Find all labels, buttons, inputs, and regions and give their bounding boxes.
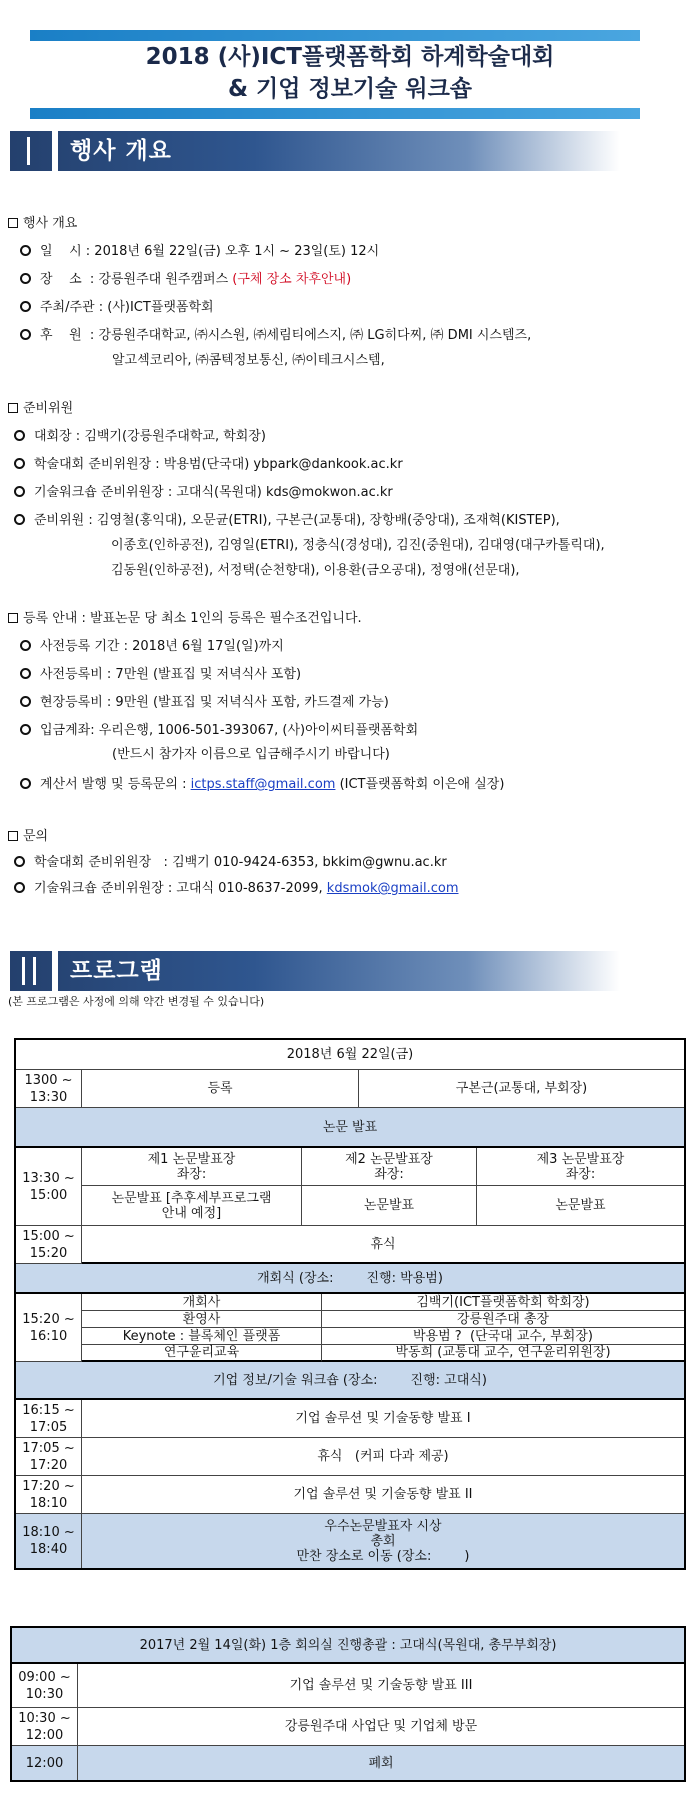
contact-heading: 문의 bbox=[8, 828, 48, 846]
circle-bullet-icon bbox=[20, 273, 31, 284]
opening-item: 환영사 bbox=[82, 1311, 322, 1328]
contact-email-link[interactable]: kdsmok@gmail.com bbox=[326, 881, 459, 896]
day2-program-table bbox=[10, 1626, 686, 1782]
section-bar-program bbox=[10, 951, 620, 991]
opening-person: 박동희 (교통대 교수, 연구윤리위원장) bbox=[322, 1345, 684, 1362]
time-cell: 09:00 ~ 10:30 bbox=[12, 1664, 78, 1708]
registration-account: 입금계좌: 우리은행, 1006-501-393067, (사)아이씨티플랫폼학회 bbox=[20, 722, 418, 740]
opening-item: 연구윤리교육 bbox=[82, 1345, 322, 1362]
section-title-overview: 행사 개요 bbox=[70, 138, 172, 164]
registration-cell: 등록 bbox=[82, 1070, 359, 1108]
opening-ceremony-header: 개회식 (장소: 진행: 박용범) bbox=[16, 1264, 684, 1294]
closing-cell: 폐회 bbox=[78, 1746, 684, 1780]
section-bar-overview bbox=[10, 131, 620, 171]
circle-bullet-icon bbox=[14, 856, 25, 867]
page-title-line1: 2018 (사)ICT플랫폼학회 하계학술대회 bbox=[145, 44, 555, 70]
committee-conf-chair: 학술대회 준비위원장 : 박용범(단국대) ybpark@dankook.ac.kr bbox=[14, 456, 403, 474]
time-cell: 18:10 ~ 18:40 bbox=[16, 1514, 82, 1568]
opening-item: Keynote : 블록체인 플랫폼 bbox=[82, 1328, 322, 1345]
opening-person: 강릉원주대 총장 bbox=[322, 1311, 684, 1328]
time-cell: 12:00 bbox=[12, 1746, 78, 1780]
paper-session-header: 논문 발표 bbox=[16, 1108, 684, 1148]
site-visit-cell: 강릉원주대 사업단 및 기업체 방문 bbox=[78, 1708, 684, 1746]
registration-person-cell: 구본근(교통대, 부회장) bbox=[359, 1070, 684, 1108]
time-cell: 15:20 ~ 16:10 bbox=[16, 1294, 82, 1362]
circle-bullet-icon bbox=[14, 486, 25, 497]
circle-bullet-icon bbox=[14, 514, 25, 525]
overview-host: 주최/주관 : (사)ICT플랫폼학회 bbox=[20, 299, 214, 317]
registration-heading: 등록 안내 : 발표논문 당 최소 1인의 등록은 필수조건입니다. bbox=[8, 610, 362, 628]
break-cell: 휴식 bbox=[82, 1226, 684, 1264]
registration-onsite-fee: 현장등록비 : 9만원 (발표집 및 저녁식사 포함, 카드결제 가능) bbox=[20, 694, 389, 712]
room2-cell: 제2 논문발표장 좌장: bbox=[302, 1148, 477, 1186]
circle-bullet-icon bbox=[14, 430, 25, 441]
committee-chair: 대회장 : 김백기(강릉원주대학교, 학회장) bbox=[14, 428, 266, 446]
committee-ws-chair: 기술워크숍 준비위원장 : 고대식(목원대) kds@mokwon.ac.kr bbox=[14, 484, 393, 502]
workshop-session-2: 기업 솔루션 및 기술동향 발표 II bbox=[82, 1476, 684, 1514]
program-note: (본 프로그램은 사정에 의해 약간 변경될 수 있습니다) bbox=[8, 995, 265, 1008]
committee-members-line3: 김동원(인하공전), 서정택(순천향대), 이용환(금오공대), 정영애(선문대), bbox=[111, 563, 520, 578]
registration-invoice: 계산서 발행 및 등록문의 : ictps.staff@gmail.com (ICT플랫폼학회 이은애 실장) bbox=[20, 776, 504, 794]
room3-cell: 제3 논문발표장 좌장: bbox=[477, 1148, 684, 1186]
overview-heading: 행사 개요 bbox=[8, 215, 77, 233]
presentation-cell-1: 논문발표 [추후세부프로그램 안내 예정] bbox=[82, 1186, 302, 1226]
page-title-line2: & 기업 정보기술 워크숍 bbox=[227, 76, 473, 102]
circle-bullet-icon bbox=[20, 696, 31, 707]
checkbox-square-icon bbox=[8, 403, 18, 413]
circle-bullet-icon bbox=[20, 245, 31, 256]
workshop-session-3: 기업 솔루션 및 기술동향 발표 III bbox=[78, 1664, 684, 1708]
time-cell: 17:05 ~ 17:20 bbox=[16, 1438, 82, 1476]
circle-bullet-icon bbox=[14, 882, 25, 893]
opening-item: 개회사 bbox=[82, 1294, 322, 1311]
roman-numeral-one bbox=[27, 137, 30, 165]
time-cell: 1300 ~ 13:30 bbox=[16, 1070, 82, 1108]
checkbox-square-icon bbox=[8, 613, 18, 623]
workshop-header: 기업 정보/기술 워크숍 (장소: 진행: 고대식) bbox=[16, 1362, 684, 1400]
roman-numeral-two bbox=[22, 957, 36, 985]
day1-date-header: 2018년 6월 22일(금) bbox=[16, 1040, 684, 1070]
overview-sponsor-line2: 알고섹코리아, ㈜콤텍정보통신, ㈜이테크시스템, bbox=[112, 353, 385, 368]
checkbox-square-icon bbox=[8, 831, 18, 841]
overview-sponsor: 후 원 : 강릉원주대학교, ㈜시스원, ㈜세림티에스지, ㈜ LG히다찌, ㈜ DMI 시스템즈, bbox=[20, 327, 531, 345]
circle-bullet-icon bbox=[20, 640, 31, 651]
header-bottom-bar bbox=[30, 108, 640, 119]
opening-person: 박용범 ? (단국대 교수, 부회장) bbox=[322, 1328, 684, 1345]
invoice-email-link[interactable]: ictps.staff@gmail.com bbox=[190, 777, 336, 792]
checkbox-square-icon bbox=[8, 218, 18, 228]
circle-bullet-icon bbox=[20, 668, 31, 679]
day2-date-header: 2017년 2월 14일(화) 1층 회의실 진행총괄 : 고대식(목원대, 총무부회장) bbox=[12, 1628, 684, 1664]
workshop-break: 휴식 (커피 다과 제공) bbox=[82, 1438, 684, 1476]
day1-program-table bbox=[14, 1038, 686, 1570]
time-cell: 10:30 ~ 12:00 bbox=[12, 1708, 78, 1746]
committee-heading: 준비위원 bbox=[8, 400, 73, 418]
time-cell: 13:30 ~ 15:00 bbox=[16, 1148, 82, 1226]
circle-bullet-icon bbox=[20, 778, 31, 789]
circle-bullet-icon bbox=[20, 301, 31, 312]
time-cell: 17:20 ~ 18:10 bbox=[16, 1476, 82, 1514]
contact-line2: 기술워크숍 준비위원장 : 고대식 010-8637-2099, kdsmok@gmail.com bbox=[14, 880, 459, 898]
circle-bullet-icon bbox=[20, 329, 31, 340]
award-general-dinner-cell: 우수논문발표자 시상 총회 만찬 장소로 이동 (장소: ) bbox=[82, 1514, 684, 1568]
registration-pre-fee: 사전등록비 : 7만원 (발표집 및 저녁식사 포함) bbox=[20, 666, 301, 684]
overview-date: 일 시 : 2018년 6월 22일(금) 오후 1시 ~ 23일(토) 12시 bbox=[20, 243, 379, 261]
committee-members: 준비위원 : 김영철(홍익대), 오문균(ETRI), 구본근(교통대), 장항배(중앙대), 조재혁(KISTEP), bbox=[14, 512, 560, 530]
presentation-cell-3: 논문발표 bbox=[477, 1186, 684, 1226]
room1-cell: 제1 논문발표장 좌장: bbox=[82, 1148, 302, 1186]
contact-line1: 학술대회 준비위원장 : 김백기 010-9424-6353, bkkim@gwnu.ac.kr bbox=[14, 854, 447, 872]
presentation-cell-2: 논문발표 bbox=[302, 1186, 477, 1226]
circle-bullet-icon bbox=[14, 458, 25, 469]
opening-person: 김백기(ICT플랫폼학회 학회장) bbox=[322, 1294, 684, 1311]
section-title-program: 프로그램 bbox=[70, 958, 163, 984]
circle-bullet-icon bbox=[20, 724, 31, 735]
time-cell: 15:00 ~ 15:20 bbox=[16, 1226, 82, 1264]
registration-account-line2: (반드시 참가자 이름으로 입금해주시기 바랍니다) bbox=[112, 747, 390, 762]
workshop-session-1: 기업 솔루션 및 기술동향 발표 I bbox=[82, 1400, 684, 1438]
committee-members-line2: 이종호(인하공전), 김영일(ETRI), 정충식(경성대), 김진(중원대), 김대영(대구카톨릭대), bbox=[111, 538, 605, 553]
overview-place: 장 소 : 강릉원주대 원주캠퍼스 (구체 장소 차후안내) bbox=[20, 271, 351, 289]
registration-period: 사전등록 기간 : 2018년 6월 17일(일)까지 bbox=[20, 638, 284, 656]
time-cell: 16:15 ~ 17:05 bbox=[16, 1400, 82, 1438]
